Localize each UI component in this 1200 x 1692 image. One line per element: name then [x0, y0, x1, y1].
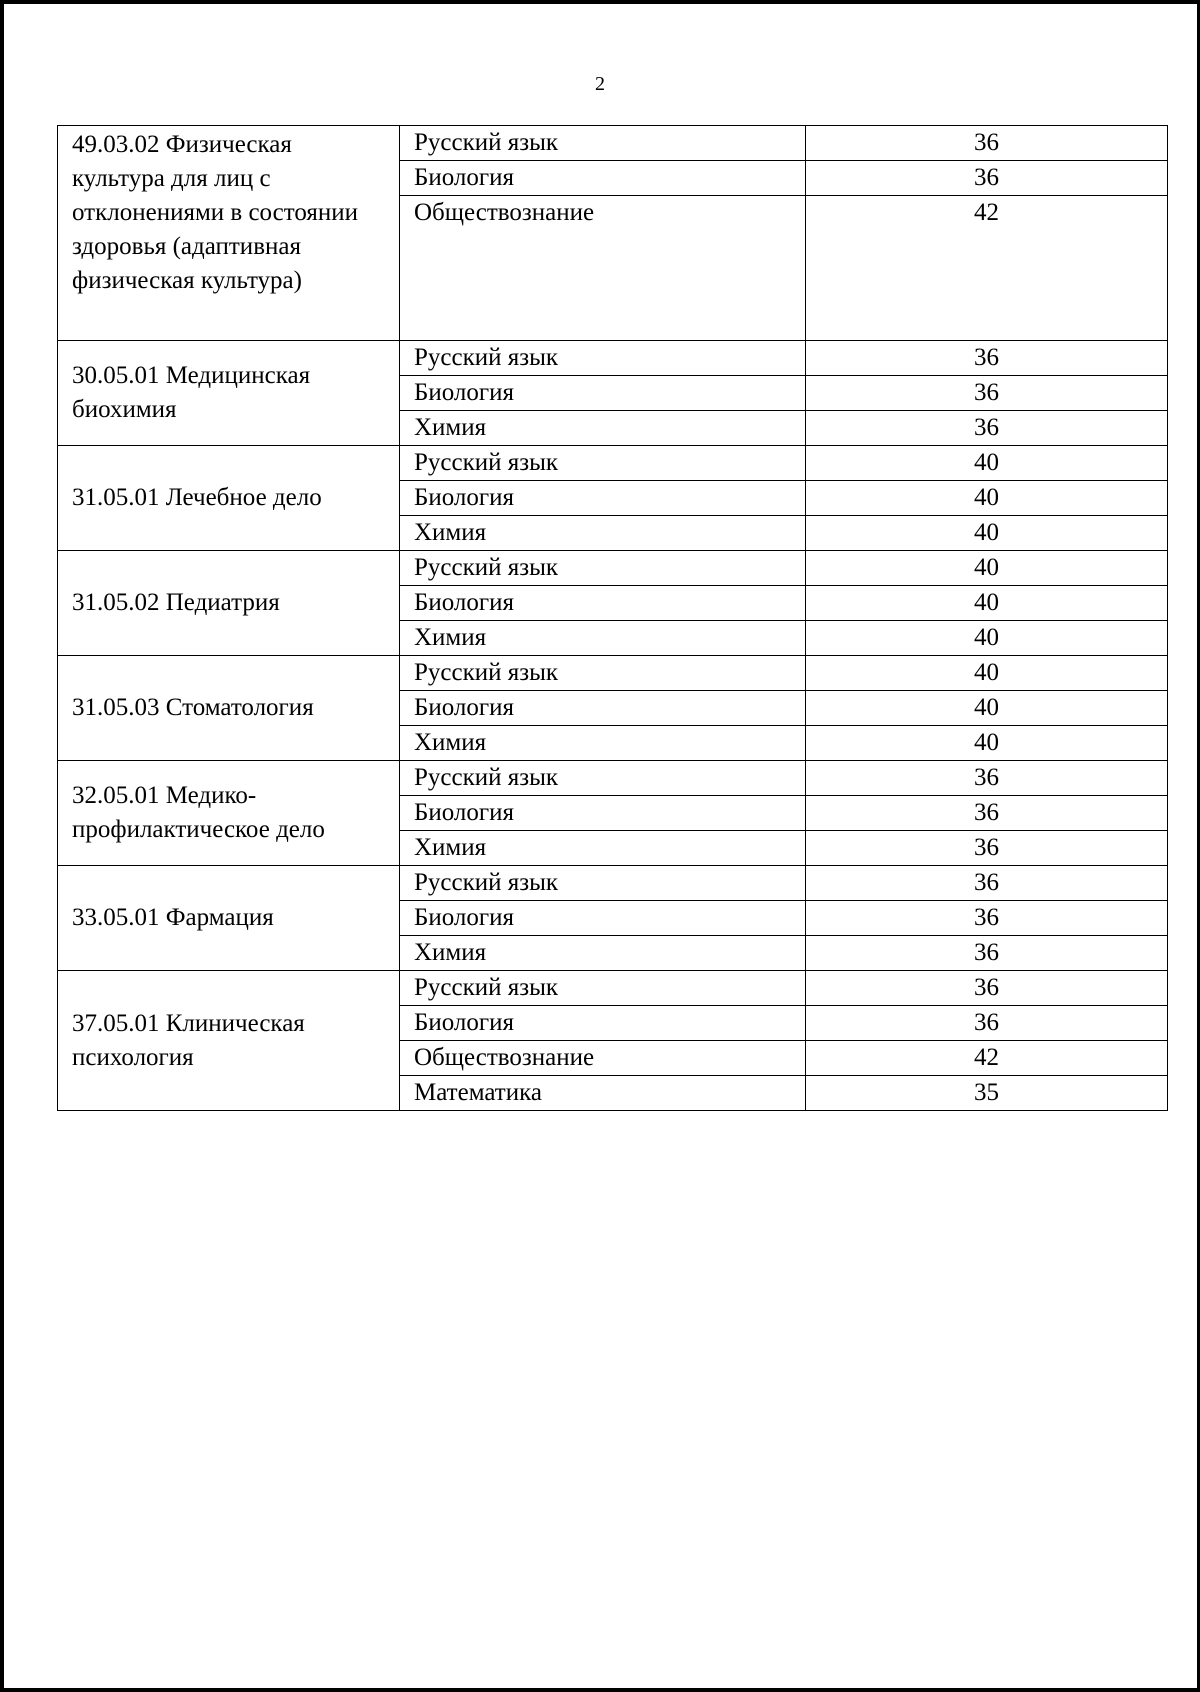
- program-cell: 49.03.02 Физическая культура для лиц с отклонениями в состоянии здоровья (адаптивная физическая культура): [58, 126, 400, 341]
- scan-edge-left: [0, 0, 4, 1692]
- score-cell: 40: [806, 691, 1168, 726]
- page-number: 2: [595, 73, 605, 95]
- score-cell: 42: [806, 1041, 1168, 1076]
- subject-cell: Русский язык: [400, 446, 806, 481]
- program-cell: 32.05.01 Медико-профилактическое дело: [58, 761, 400, 866]
- table-row: [58, 761, 1168, 796]
- scan-edge-top: [0, 0, 1200, 4]
- subject-cell: Химия: [400, 831, 806, 866]
- score-cell: 36: [806, 796, 1168, 831]
- score-cell: 36: [806, 831, 1168, 866]
- program-cell: 30.05.01 Медицинская биохимия: [58, 341, 400, 446]
- subject-cell: Биология: [400, 796, 806, 831]
- score-cell: 40: [806, 446, 1168, 481]
- score-cell: 40: [806, 726, 1168, 761]
- subject-cell: Биология: [400, 481, 806, 516]
- score-cell: 36: [806, 866, 1168, 901]
- score-cell: 42: [806, 196, 1168, 341]
- subject-cell: Русский язык: [400, 551, 806, 586]
- table-row: [58, 656, 1168, 691]
- scan-edge-bottom: [0, 1688, 1200, 1692]
- program-cell: 33.05.01 Фармация: [58, 866, 400, 971]
- score-cell: 35: [806, 1076, 1168, 1111]
- subject-cell: Химия: [400, 516, 806, 551]
- subject-cell: Химия: [400, 726, 806, 761]
- score-cell: 40: [806, 656, 1168, 691]
- score-cell: 36: [806, 901, 1168, 936]
- subject-cell: Русский язык: [400, 761, 806, 796]
- score-cell: 36: [806, 1006, 1168, 1041]
- subject-cell: Биология: [400, 376, 806, 411]
- score-cell: 36: [806, 761, 1168, 796]
- subject-cell: Биология: [400, 586, 806, 621]
- subject-cell: Биология: [400, 901, 806, 936]
- score-cell: 40: [806, 586, 1168, 621]
- subject-cell: Обществознание: [400, 1041, 806, 1076]
- program-cell: 31.05.03 Стоматология: [58, 656, 400, 761]
- subject-cell: Химия: [400, 621, 806, 656]
- score-cell: 40: [806, 516, 1168, 551]
- score-cell: 36: [806, 161, 1168, 196]
- score-cell: 36: [806, 341, 1168, 376]
- table-body: [58, 126, 1168, 1111]
- subject-cell: Русский язык: [400, 866, 806, 901]
- subject-cell: Русский язык: [400, 126, 806, 161]
- score-cell: 36: [806, 126, 1168, 161]
- table-row: [58, 866, 1168, 901]
- score-cell: 36: [806, 971, 1168, 1006]
- subject-cell: Биология: [400, 1006, 806, 1041]
- program-cell: 31.05.01 Лечебное дело: [58, 446, 400, 551]
- table-row: [58, 446, 1168, 481]
- program-cell: 31.05.02 Педиатрия: [58, 551, 400, 656]
- score-cell: 36: [806, 411, 1168, 446]
- score-cell: 36: [806, 376, 1168, 411]
- subject-cell: Химия: [400, 411, 806, 446]
- min-scores-table: [57, 125, 1168, 1111]
- score-cell: 36: [806, 936, 1168, 971]
- subject-cell: Биология: [400, 161, 806, 196]
- score-cell: 40: [806, 551, 1168, 586]
- subject-cell: Русский язык: [400, 971, 806, 1006]
- subject-cell: Русский язык: [400, 341, 806, 376]
- table-row: [58, 341, 1168, 376]
- subject-cell: Обществознание: [400, 196, 806, 341]
- table-row: [58, 971, 1168, 1006]
- table-row: [58, 551, 1168, 586]
- score-cell: 40: [806, 481, 1168, 516]
- subject-cell: Биология: [400, 691, 806, 726]
- subject-cell: Математика: [400, 1076, 806, 1111]
- subject-cell: Русский язык: [400, 656, 806, 691]
- score-cell: 40: [806, 621, 1168, 656]
- program-cell: 37.05.01 Клиническая психология: [58, 971, 400, 1111]
- table-row: [58, 126, 1168, 161]
- subject-cell: Химия: [400, 936, 806, 971]
